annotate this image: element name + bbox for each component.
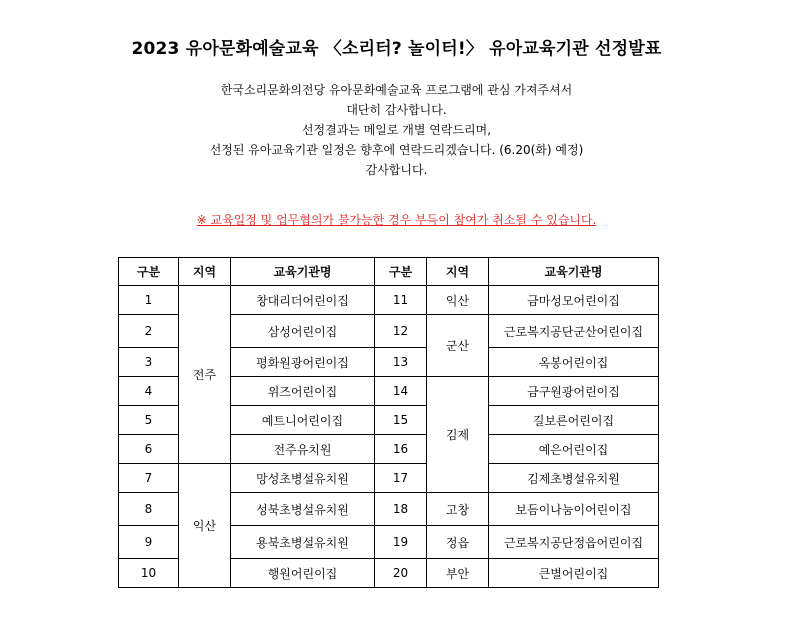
row-no: 6 bbox=[119, 435, 179, 464]
org-name: 창대리더어린이집 bbox=[231, 286, 375, 315]
row-no: 16 bbox=[375, 435, 427, 464]
header-name-left: 교육기관명 bbox=[231, 258, 375, 286]
row-no: 18 bbox=[375, 493, 427, 526]
selection-table bbox=[118, 257, 659, 588]
org-name: 망성초병설유치원 bbox=[231, 464, 375, 493]
notice-line-5: 감사합니다. bbox=[365, 163, 428, 177]
header-region-left: 지역 bbox=[179, 258, 231, 286]
warning-text: ※ 교육일정 및 업무협의가 불가능한 경우 부득이 참여가 취소될 수 있습니다. bbox=[196, 213, 597, 227]
region-cell: 전주 bbox=[179, 286, 231, 464]
org-name: 큰별어린이집 bbox=[489, 559, 659, 588]
row-no: 13 bbox=[375, 348, 427, 377]
notice-text bbox=[0, 80, 793, 180]
org-name: 전주유치원 bbox=[231, 435, 375, 464]
region-cell: 부안 bbox=[427, 559, 489, 588]
notice-line-3: 선정결과는 메일로 개별 연락드리며, bbox=[301, 123, 492, 137]
org-name: 예은어린이집 bbox=[489, 435, 659, 464]
row-no: 19 bbox=[375, 526, 427, 559]
region-cell: 정읍 bbox=[427, 526, 489, 559]
header-region-right: 지역 bbox=[427, 258, 489, 286]
row-no: 20 bbox=[375, 559, 427, 588]
org-name: 보듬이나눔이어린이집 bbox=[489, 493, 659, 526]
region-cell: 익산 bbox=[427, 286, 489, 315]
notice-line-2: 대단히 감사합니다. bbox=[346, 103, 447, 117]
org-name: 길보른어린이집 bbox=[489, 406, 659, 435]
row-no: 7 bbox=[119, 464, 179, 493]
org-name: 예트니어린이집 bbox=[231, 406, 375, 435]
page-title: 2023 유아문화예술교육 〈소리터? 놀이터!〉 유아교육기관 선정발표 bbox=[131, 39, 662, 59]
org-name: 행원어린이집 bbox=[231, 559, 375, 588]
row-no: 11 bbox=[375, 286, 427, 315]
notice-line-4: 선정된 유아교육기관 일정은 향후에 연락드리겠습니다. (6.20(화) 예정) bbox=[209, 143, 584, 157]
warning-notice bbox=[0, 211, 793, 228]
row-no: 1 bbox=[119, 286, 179, 315]
region-cell: 김제 bbox=[427, 377, 489, 493]
table-header-row bbox=[119, 258, 659, 286]
table-row bbox=[119, 464, 659, 493]
notice-line-1: 한국소리문화의전당 유아문화예술교육 프로그램에 관심 가져주셔서 bbox=[220, 83, 573, 97]
row-no: 12 bbox=[375, 315, 427, 348]
row-no: 3 bbox=[119, 348, 179, 377]
org-name: 근로복지공단정읍어린이집 bbox=[489, 526, 659, 559]
header-no-right: 구분 bbox=[375, 258, 427, 286]
header-no-left: 구분 bbox=[119, 258, 179, 286]
org-name: 옥봉어린이집 bbox=[489, 348, 659, 377]
org-name: 금구원광어린이집 bbox=[489, 377, 659, 406]
row-no: 15 bbox=[375, 406, 427, 435]
org-name: 용북초병설유치원 bbox=[231, 526, 375, 559]
region-cell: 군산 bbox=[427, 315, 489, 377]
org-name: 삼성어린이집 bbox=[231, 315, 375, 348]
org-name: 평화원광어린이집 bbox=[231, 348, 375, 377]
org-name: 위즈어린이집 bbox=[231, 377, 375, 406]
org-name: 성북초병설유치원 bbox=[231, 493, 375, 526]
row-no: 5 bbox=[119, 406, 179, 435]
row-no: 17 bbox=[375, 464, 427, 493]
region-cell: 고창 bbox=[427, 493, 489, 526]
org-name: 김제초병설유치원 bbox=[489, 464, 659, 493]
row-no: 9 bbox=[119, 526, 179, 559]
row-no: 8 bbox=[119, 493, 179, 526]
header-name-right: 교육기관명 bbox=[489, 258, 659, 286]
row-no: 10 bbox=[119, 559, 179, 588]
org-name: 금마성모어린이집 bbox=[489, 286, 659, 315]
row-no: 2 bbox=[119, 315, 179, 348]
row-no: 4 bbox=[119, 377, 179, 406]
region-cell: 익산 bbox=[179, 464, 231, 588]
table-row bbox=[119, 286, 659, 315]
org-name: 근로복지공단군산어린이집 bbox=[489, 315, 659, 348]
row-no: 14 bbox=[375, 377, 427, 406]
